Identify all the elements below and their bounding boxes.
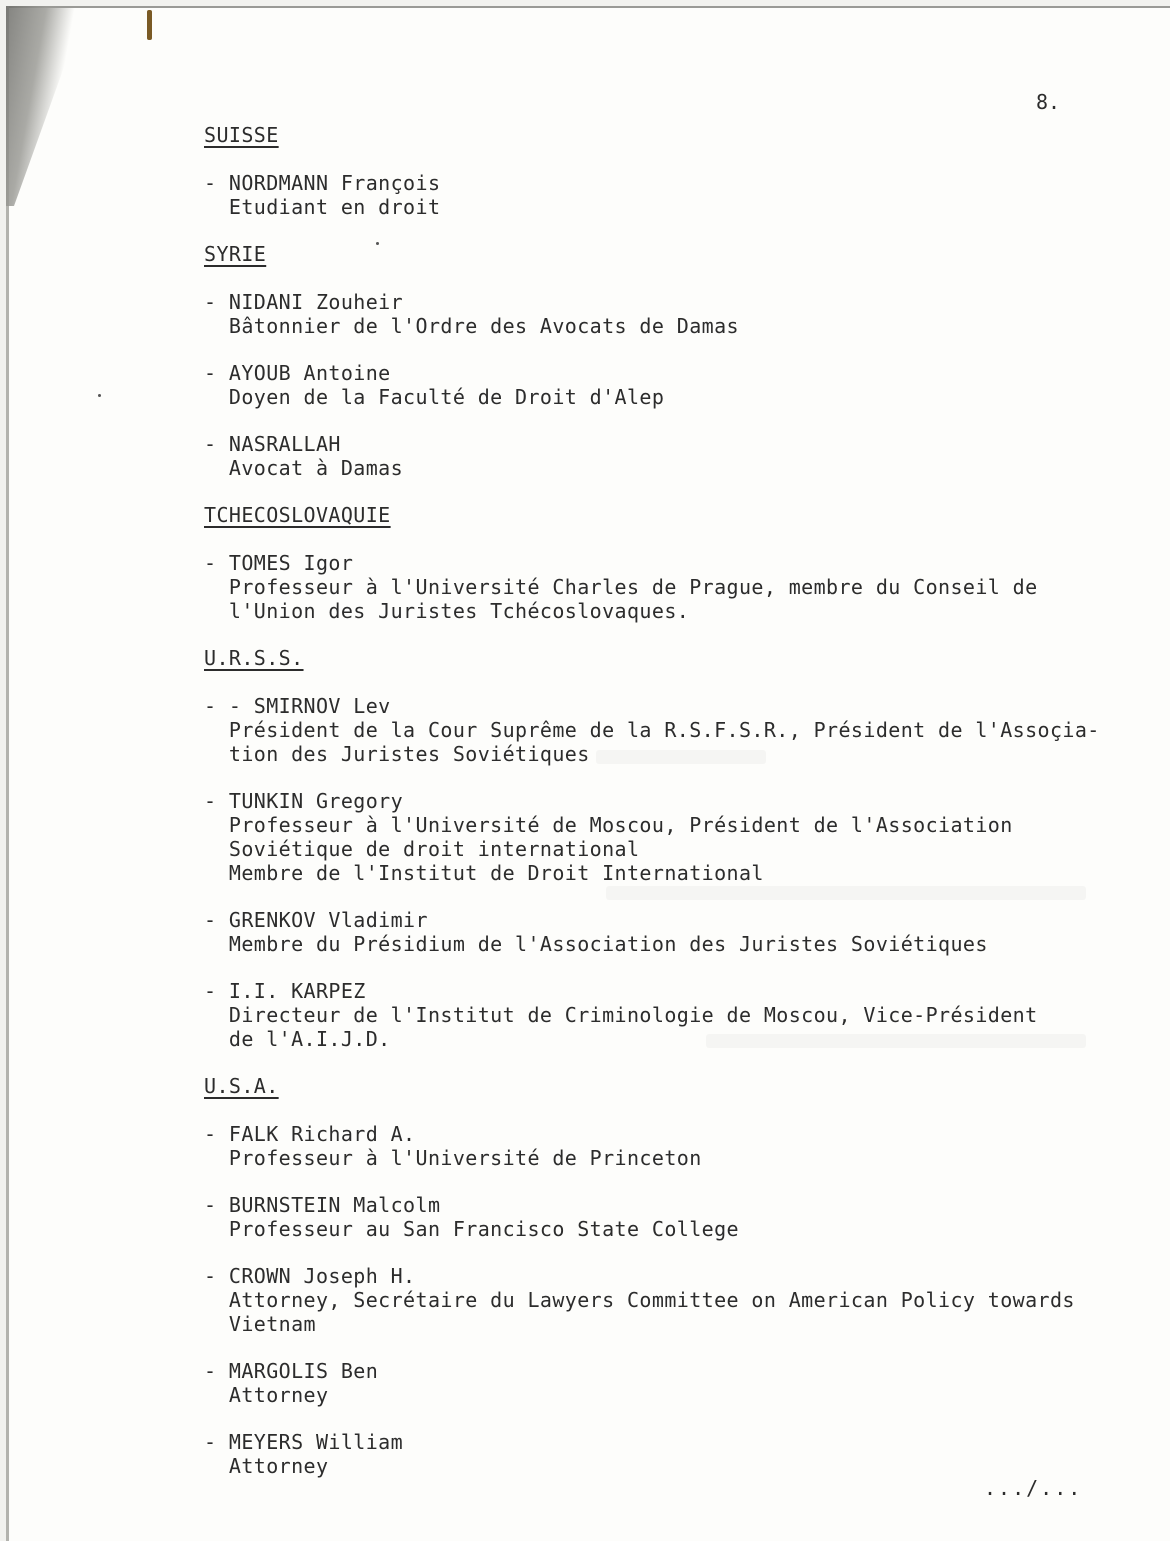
- delegate-name: - FALK Richard A.: [204, 1122, 416, 1146]
- delegate-title: Etudiant en droit: [204, 195, 441, 219]
- ink-speck: [376, 242, 379, 245]
- bleed-through-mark: [596, 750, 766, 764]
- country-heading-urss: U.R.S.S.: [204, 646, 304, 670]
- delegate-name: - AYOUB Antoine: [204, 361, 391, 385]
- country-heading-syrie: SYRIE: [204, 242, 267, 266]
- document-page: [6, 6, 1170, 1541]
- delegate-name: - - SMIRNOV Lev: [204, 694, 391, 718]
- delegate-title: Attorney: [204, 1454, 329, 1478]
- delegate-name: - MEYERS William: [204, 1430, 404, 1454]
- page-number: 8.: [1036, 90, 1061, 114]
- delegate-title: Professeur à l'Université Charles de Prague, membre du Conseil de: [204, 575, 1038, 599]
- delegate-name: - NIDANI Zouheir: [204, 290, 404, 314]
- delegate-name: - TOMES Igor: [204, 551, 354, 575]
- delegate-title: Bâtonnier de l'Ordre des Avocats de Damas: [204, 314, 739, 338]
- delegate-name: - CROWN Joseph H.: [204, 1264, 416, 1288]
- delegate-title: Président de la Cour Suprême de la R.S.F.S.R., Président de l'Assoçia-: [204, 718, 1100, 742]
- delegate-title: Professeur à l'Université de Princeton: [204, 1146, 702, 1170]
- bleed-through-mark: [706, 1034, 1086, 1048]
- delegate-title: tion des Juristes Soviétiques: [204, 742, 590, 766]
- delegate-title: Attorney, Secrétaire du Lawyers Committee on American Policy towards: [204, 1288, 1075, 1312]
- delegate-title: Membre du Présidium de l'Association des Juristes Soviétiques: [204, 932, 988, 956]
- delegate-title: Professeur au San Francisco State College: [204, 1217, 739, 1241]
- folded-corner-shadow: [6, 6, 86, 206]
- delegate-title: Doyen de la Faculté de Droit d'Alep: [204, 385, 665, 409]
- delegate-name: - TUNKIN Gregory: [204, 789, 404, 813]
- bleed-through-mark: [606, 886, 1086, 900]
- delegate-name: - BURNSTEIN Malcolm: [204, 1193, 441, 1217]
- ink-speck: [98, 394, 101, 397]
- country-heading-usa: U.S.A.: [204, 1074, 279, 1098]
- delegate-title: Vietnam: [204, 1312, 316, 1336]
- delegate-title: Directeur de l'Institut de Criminologie de Moscou, Vice-Président: [204, 1003, 1038, 1027]
- delegate-title: Attorney: [204, 1383, 329, 1407]
- continuation-marker: .../...: [984, 1476, 1083, 1500]
- delegate-name: - GRENKOV Vladimir: [204, 908, 428, 932]
- delegate-title: Avocat à Damas: [204, 456, 404, 480]
- delegate-title: l'Union des Juristes Tchécoslovaques.: [204, 599, 690, 623]
- page-left-edge: [6, 6, 9, 1541]
- delegate-name: - NASRALLAH: [204, 432, 341, 456]
- page-top-edge: [6, 6, 1170, 8]
- country-heading-suisse: SUISSE: [204, 123, 279, 147]
- delegate-name: - NORDMANN François: [204, 171, 441, 195]
- delegate-title: de l'A.I.J.D.: [204, 1027, 391, 1051]
- delegate-title: Soviétique de droit international: [204, 837, 640, 861]
- delegate-name: - MARGOLIS Ben: [204, 1359, 379, 1383]
- delegate-name: - I.I. KARPEZ: [204, 979, 366, 1003]
- country-heading-tchecoslovaquie: TCHECOSLOVAQUIE: [204, 503, 391, 527]
- staple-mark: [147, 10, 152, 40]
- delegate-title: Professeur à l'Université de Moscou, Président de l'Association: [204, 813, 1013, 837]
- delegate-title: Membre de l'Institut de Droit International: [204, 861, 764, 885]
